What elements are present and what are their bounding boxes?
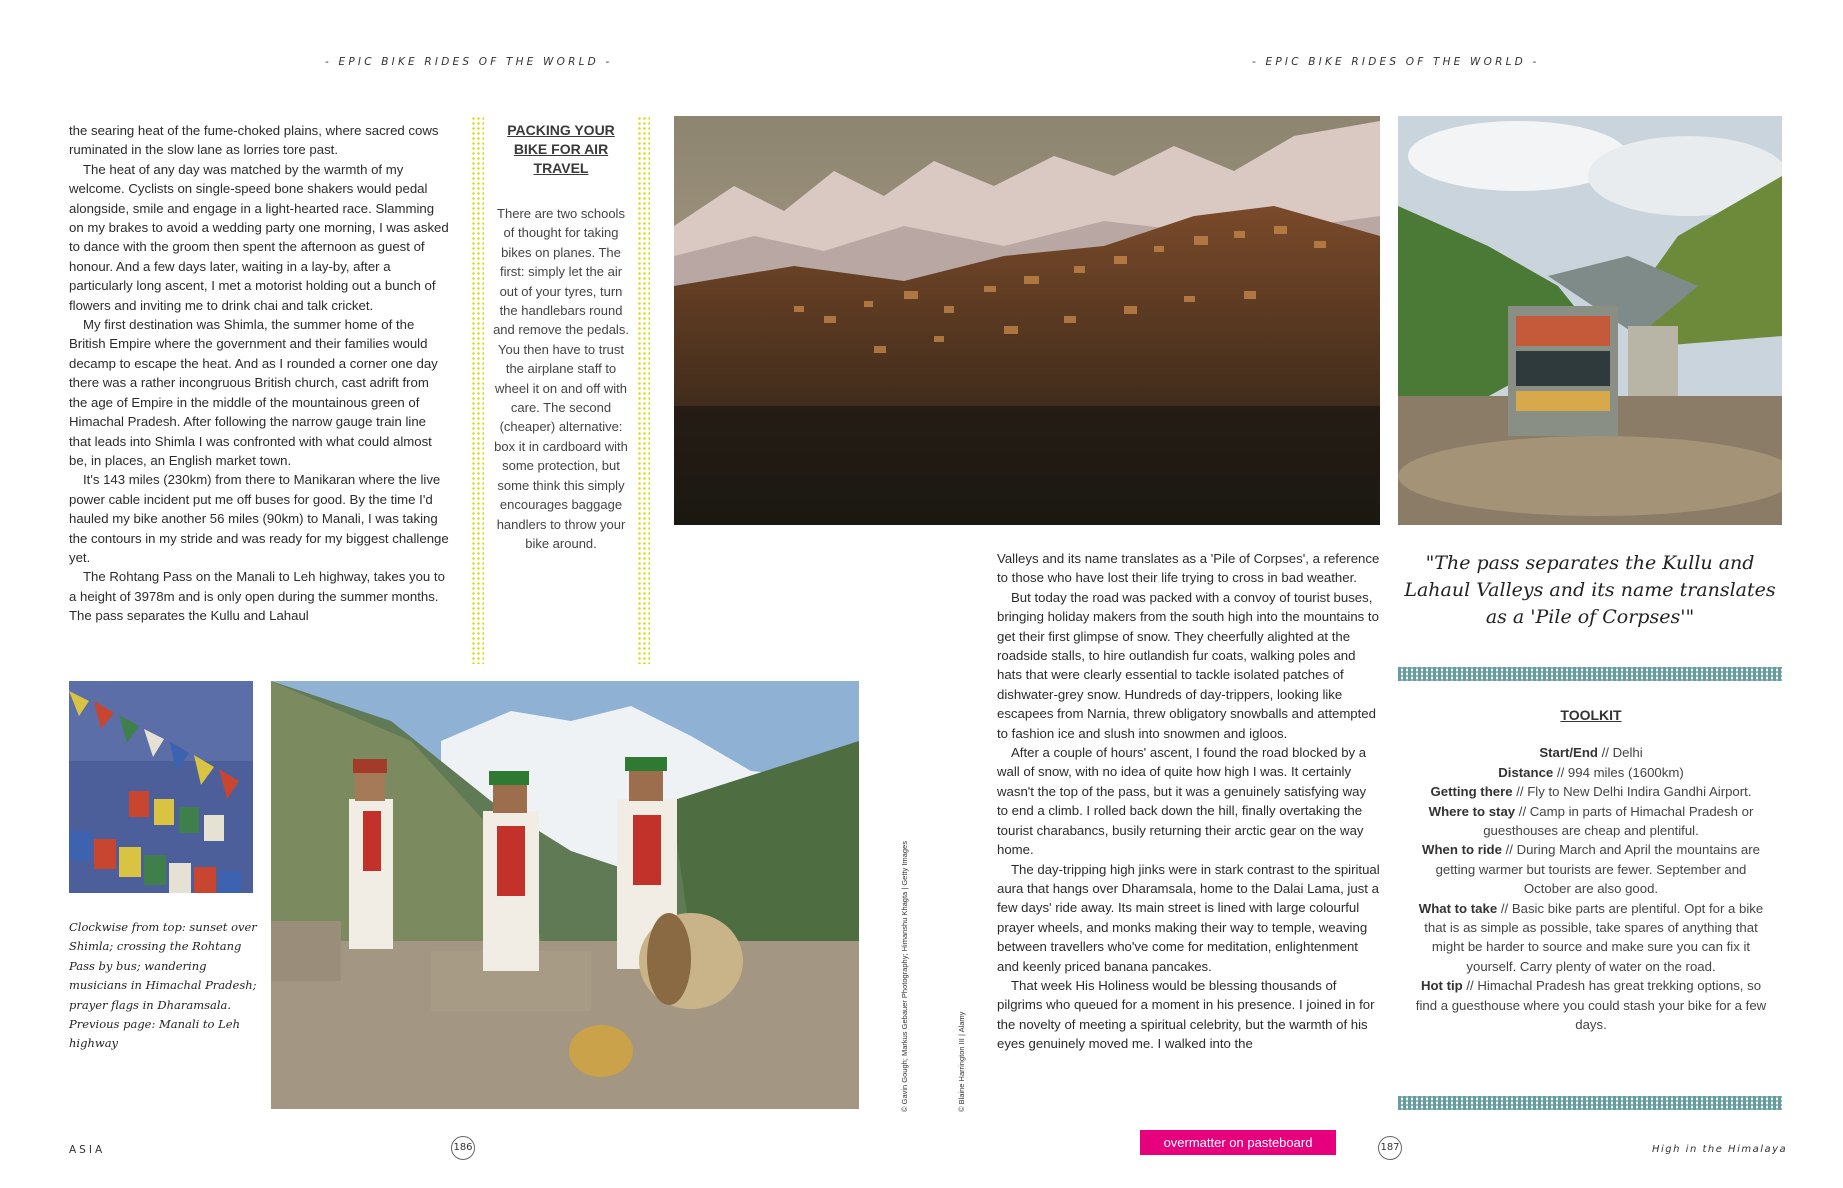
left-paragraph-5: The Rohtang Pass on the Manali to Leh highway, takes you to a height of 3978m and is only open during the summer months. The pass separates the Kullu and Lahaul xyxy=(69,569,445,624)
left-paragraph-1: the searing heat of the fume-choked plains, where sacred cows ruminated in the slow lane as lorries tore past. xyxy=(69,123,439,158)
photo-caption xyxy=(69,918,259,1054)
overmatter-flag: overmatter on pasteboard xyxy=(1140,1130,1336,1155)
sidebar-left-dot-border xyxy=(471,116,484,664)
left-running-head: - EPIC BIKE RIDES OF THE WORLD - xyxy=(325,56,613,68)
right-paragraph-2: But today the road was packed with a convoy of tourist buses, bringing holiday makers from the south high into the mountains to get their first glimpse of snow. They cheerfully alighted at the roadside stalls, to hire outlandish fur coats, walking poles and hats that were clearly essential to tackle isolated patches of dishwater-grey snow. Hundreds of day-trippers, looking like escapees from Narnia, threw obligatory snowballs and attempted to fashion ice and slush into snowmen and igloos. xyxy=(997,589,1379,741)
right-paragraph-5: That week His Holiness would be blessing thousands of pilgrims who queued for a moment in his presence. I joined in for the novelty of meeting a spiritual celebrity, but the warmth of his eyes genuinely moved me. I walked into the xyxy=(997,977,1375,1052)
rohtang-bus-photo xyxy=(1398,116,1782,525)
sidebar-right-dot-border xyxy=(637,116,650,664)
right-paragraph-4: The day-tripping high jinks were in stark contrast to the spiritual aura that hangs over Dharamsala, home to the Dalai Lama, just a few days' ride away. Its main street is lined with large colourful prayer wheels, and monks making their way to temple, weaving between travellers who've come for meditation, enlightenment and keenly priced banana pancakes. xyxy=(997,861,1380,974)
toolkit-box xyxy=(1414,706,1768,1035)
right-running-head: - EPIC BIKE RIDES OF THE WORLD - xyxy=(1252,56,1540,68)
musicians-photo xyxy=(271,681,859,1109)
toolkit-item: Hot tip // Himachal Pradesh has great trekking options, so find a guesthouse where you could stash your bike for a few days. xyxy=(1415,978,1767,1033)
toolkit-item: When to ride // During March and April the mountains are getting warmer but tourists are fewer. September and October are also good. xyxy=(1422,842,1760,897)
left-body-column xyxy=(69,121,449,626)
toolkit-item: What to take // Basic bike parts are plentiful. Opt for a bike that is as simple as possible, take spares of anything that might be harder to source and make sure you can fix it yourself. Carry plenty of water on the road. xyxy=(1418,900,1764,974)
section-label-left: ASIA xyxy=(69,1144,106,1156)
toolkit-item: Start/End // Delhi xyxy=(1539,745,1643,761)
left-paragraph-4: It's 143 miles (230km) from there to Manikaran where the live power cable incident put me off buses for good. By the time I'd hauled my bike another 56 miles (90km) to Manali, I was taking the contours in my stride and was ready for my biggest challenge yet. xyxy=(69,472,449,565)
sidebar-title: PACKING YOUR BIKE FOR AIR TRAVEL xyxy=(507,122,615,176)
toolkit-item: Getting there // Fly to New Delhi Indira Gandhi Airport. xyxy=(1430,784,1752,800)
pull-quote: "The pass separates the Kullu and Lahaul Valleys and its name translates as a 'Pile of Corpses'" xyxy=(1404,552,1776,628)
right-body-column xyxy=(997,549,1380,1054)
section-label-right: High in the Himalaya xyxy=(1652,1144,1788,1155)
toolkit-item: Where to stay // Camp in parts of Himachal Pradesh or guesthouses are cheap and plentiful. xyxy=(1428,803,1754,839)
prayer-flags-photo xyxy=(69,681,253,893)
credit-right: © Blaine Harrington III | Alamy xyxy=(957,1011,966,1112)
caption-line-2: Previous page: Manali to Leh highway xyxy=(69,1017,240,1051)
caption-line-1: Clockwise from top: sunset over Shimla; crossing the Rohtang Pass by bus; wandering musicians in Himachal Pradesh; prayer flags in Dharamsala. xyxy=(69,920,257,1012)
left-paragraph-2: The heat of any day was matched by the warmth of my welcome. Cyclists on single-speed bone shakers would pedal alongside, smile and engage in a light-hearted race. Slamming on my brakes to avoid a wedding party one morning, I was asked to dance with the groom then spent the afternoon as guest of honour. And a few days later, waiting in a lay-by, after a particularly long ascent, I met a motorist holding out a bunch of flowers and inviting me to drink chai and talk cricket. xyxy=(69,161,449,313)
right-paragraph-3: After a couple of hours' ascent, I found the road blocked by a wall of snow, with no idea of quite how high I was. It certainly wasn't the top of the pass, but it was a genuinely satisfying way to end a climb. I rolled back down the hill, finally overtaking the tourist charabancs, busily returning their arctic gear on the way home. xyxy=(997,745,1367,858)
toolkit-title: TOOLKIT xyxy=(1560,707,1622,723)
packing-sidebar xyxy=(492,121,630,553)
toolkit-top-band xyxy=(1398,667,1782,681)
right-paragraph-1: Valleys and its name translates as a 'Pile of Corpses', a reference to those who have lost their life trying to cross in bad weather. xyxy=(997,551,1380,586)
credit-left: © Gavin Gough; Markus Gebauer Photography; Himanshu Khagta | Getty Images xyxy=(900,841,909,1112)
page-number-left: 186 xyxy=(451,1136,475,1160)
toolkit-bottom-band xyxy=(1398,1096,1782,1110)
left-paragraph-3: My first destination was Shimla, the summer home of the British Empire where the government and their families would decamp to escape the heat. And as I rounded a corner one day there was a rather incongruous British church, cast adrift from the age of Empire in the middle of the mountainous green of Himachal Pradesh. After following the narrow gauge train line that leads into Shimla I was confronted with what could almost be, in places, an English market town. xyxy=(69,317,438,468)
page-number-right: 187 xyxy=(1378,1136,1402,1160)
toolkit-item: Distance // 994 miles (1600km) xyxy=(1498,764,1684,780)
shimla-sunset-photo xyxy=(674,116,1380,525)
sidebar-text: There are two schools of thought for taking bikes on planes. The first: simply let the air out of your tyres, turn the handlebars round and remove the pedals. You then have to trust the airplane staff to wheel it on and off with care. The second (cheaper) alternative: box it in cardboard with some protection, but some think this simply encourages baggage handlers to throw your bike around. xyxy=(493,206,629,551)
